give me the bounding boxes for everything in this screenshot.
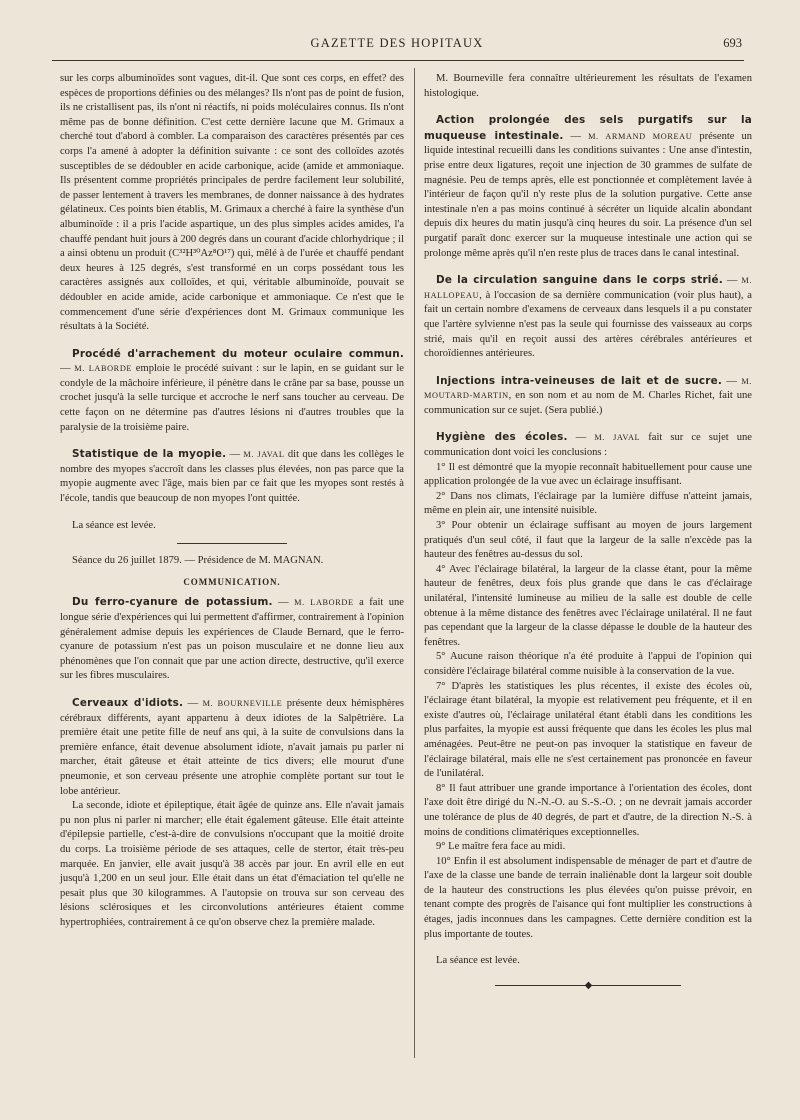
author-name: M. LABORDE	[294, 598, 354, 608]
article-idiots-continued: La seconde, idiote et épileptique, était âgée de quinze ans. Elle n'avait jamais pu non plus ni parler ni marcher; elle était également gâteuse. Elle était atteinte d'épilepsie partielle, c'est-à-dire de convulsions n'occupant que la moitié droite du corps. La troisième période de ses attaques, celle de stertor, était très-peu marquée. En janvier, elle avait jusqu'à 38 accès par jour. En avril elle en eut jusqu'à 1,200 en un seul jour. Elle était dans un état d'émaciation tel qu'elle ne pesait plus que 30 kilogrammes. A l'autopsie on trouva sur son cerveau des lésions sclérosiques et les circonvolutions antérieures étaient comme hypertrophiées, contrairement à ce qu'on observe chez la première malade.	[60, 800, 404, 928]
article-text: emploie le procédé suivant : sur le lapin, en se guidant sur le condyle de la mâchoire inférieure, il pénètre dans le crâne par sa base, pousse un crochet jusqu'à la selle turcique et accroche le nerf sans toucher au cerveau. De cette façon on ne détermine pas d'autres lésions ni d'autres troubles que la paralysie de la troisième paire.	[60, 363, 404, 433]
article-text: a fait une longue série d'expériences qui lui permettent d'affirmer, contrairement à l'opinion généralement admise depuis les expériences de Claude Bernard, que le ferro-cyanure de potassium n'est pas un poison musculaire et ne donne lieu aux phénomènes que l'on connait que par une action directe, destructive, qu'il exerce sur les fibres musculaires.	[60, 597, 404, 682]
author-name: M. MOUTARD-MARTIN	[424, 376, 752, 401]
conclusion-item: 5° Aucune raison théorique n'a été produite à l'appui de l'opinion qui considère l'éclairage bilatéral comme nuisible à la conservation de la vue.	[424, 651, 752, 677]
article-heading: Procédé d'arrachement du moteur oculaire commun.	[72, 347, 404, 360]
author-name: M. JAVAL	[243, 450, 285, 460]
column-divider	[414, 68, 415, 1058]
article-heading: Hygiène des écoles.	[436, 431, 568, 444]
conclusion-item: 7° D'après les statistiques les plus récentes, il existe des écoles où, l'éclairage étant bilatéral, la myopie est relativement peu fréquente, et il en existe d'autres où, l'éclairage unilatéral étant établi dans les conditions les plus parfaites, la myopie est aussi fréquente que dans les écoles les plus mal aménagées. Peut-être ne peut-on pas invoquer la statistique en faveur de l'éclairage bilatéral, mais elle ne s'est certainement pas prononcée en faveur de l'unilatéral.	[424, 680, 752, 780]
article-text: , en son nom et au nom de M. Charles Richet, fait une communication sur ce sujet. (Sera publié.)	[424, 390, 752, 416]
left-column	[60, 72, 404, 930]
article-heading: De la circulation sanguine dans le corps strié.	[436, 274, 723, 287]
conclusion-item: 10° Enfin il est absolument indispensable de ménager de part et d'autre de l'axe de la classe une bande de terrain inaliénable dont la largeur soit double de la hauteur des constructions les plus élevées qu'on puisse prévoir, en tenant compte des progrès de l'aisance qui font multiplier les constructions à étages, jadis inconnues dans les campagnes. Cette dernière condition est la plus importante de toutes.	[424, 855, 752, 940]
author-name: M. HALLOPEAU	[424, 276, 752, 300]
page-header	[52, 36, 742, 58]
communication-heading: COMMUNICATION.	[183, 576, 281, 587]
paragraph-grimaux: sur les corps albuminoïdes sont vagues, dit-il. Que sont ces corps, en effet? des espèces de proportions définies ou des mélanges? Ils n'ont pas de point de fusion, ils ne cristallisent pas, ils n'ont ni réactifs, ni poids moléculaires connus. Ils n'ont même pas de bonne définition. C'est cette dernière lacune que M. Grimaux a cherché tout d'abord à combler. La comparaison des caractères présentés par ces corps l'a amené à adopter la définition suivante : ce sont des colloïdes azotés susceptibles de se dédoubler en acide carbonique, acide (amide et ammoniaque. Ils présentent comme propriétés principales de perdre facilement leur solubilité, de passer lentement à travers les membranes, de donner naissance à des hydrates gélatineux. Ces points bien établis, M. Grimaux a cherché à faire la synthèse d'un albuminoïde : il a pris l'acide aspartique, un des plus simples acides amides, l'a chauffé pendant huit jours à 200 degrés dans un courant d'acide chlorhydrique ; il a ainsi obtenu un produit (C³²H³⁰Az⁸O¹⁷) qui, mêlé à de l'urée et chauffé pendant deux heures à 125 degrés, s'est transformé en un corps possédant tous les caractères assignés aux colloïdes, et qui, véritable albuminoïde, pouvait se dédoubler en acide amide, acide carbonique et ammoniaque. Ce n'est que le commencement d'une série d'expériences dont M. Grimaux communique les résultats à la Société.	[60, 73, 404, 333]
article-heading: Cerveaux d'idiots.	[72, 696, 184, 709]
article-injections: Injections intra-veineuses de lait et de sucre. — M. MOUTARD-MARTIN, en son nom et au nom de M. Charles Richet, fait une communication sur ce sujet. (Sera publié.)	[424, 374, 752, 416]
conclusion-item: 2° Dans nos climats, l'éclairage par la lumière diffuse n'atteint jamais, même en plein air, une intensité nuisible.	[424, 490, 752, 517]
article-myopie: Statistique de la myopie. — M. JAVAL dit que dans les collèges le nombre des myopes s'accroît dans les classes plus élevées, non pas parce que la myopie augmente avec l'âge, mais bien par ce fait que les myopes sont restés à l'école, tandis que beaucoup de non myopes l'ont quittée.	[60, 448, 404, 505]
conclusion-item: 3° Pour obtenir un éclairage suffisant au moyen de jours largement pratiqués d'un seul côté, il faut que la largeur de la salle n'excède pas la hauteur des fenêtres au-dessus du sol.	[424, 520, 752, 561]
journal-title: GAZETTE DES HOPITAUX	[310, 36, 484, 50]
article-circulation: De la circulation sanguine dans le corps strié. — M. HALLOPEAU, à l'occasion de sa dernière communication (voir plus haut), a fait un certain nombre d'examens de cerveaux dans lesquels il a pu constater que l'artère sylvienne n'est pas la seule qui fournisse des vaisseaux au corps strié, mais qu'il en reçoit aussi des artères cérébrales antérieures et choroïdiennes antérieures.	[424, 274, 752, 360]
conclusion-item: 9° Le maître fera face au midi.	[436, 841, 566, 853]
paragraph-bourneville: M. Bourneville fera connaître ultérieurement les résultats de l'examen histologique.	[424, 73, 752, 99]
article-text: dit que dans les collèges le nombre des myopes s'accroît dans les classes plus élevées, non pas parce que la myopie augmente avec l'âge, mais bien par ce fait que les myopes sont restés à l'école, tandis que beaucoup de non myopes l'ont quittée.	[60, 449, 404, 505]
closing-line: La séance est levée.	[436, 955, 520, 967]
article-ferrocyanure: Du ferro-cyanure de potassium. — M. LABORDE a fait une longue série d'expériences qui lui permettent d'affirmer, contrairement à l'opinion généralement admise depuis les expériences de Claude Bernard, que le ferro-cyanure de potassium n'est pas un poison musculaire et ne donne lieu aux phénomènes que l'on connait que par une action directe, destructive, qu'il exerce sur les fibres musculaires.	[60, 596, 404, 682]
author-name: M. JAVAL	[594, 433, 641, 443]
article-text: présente un liquide intestinal recueilli dans les conditions suivantes : Une anse d'intestin, prise entre deux ligatures, reçoit une injection de 30 grammes de sulfate de magnésie. Peu de temps après, elle est ponctionnée et complètement lavée à l'intérieur de façon qu'il n'y reste plus de la solution purgative. Cette anse intestinale n'en a pas moins continué à sécréter un liquide alcalin abondant depuis dix heures du matin jusqu'à cinq heures du soir. La présence d'un sel purgatif paraît donc exercer sur la muqueuse intestinale une action qui se prolonge même après qu'il n'en reste plus de traces dans le canal intestinal.	[424, 130, 752, 259]
header-rule	[52, 60, 744, 61]
author-name: M. BOURNEVILLE	[202, 698, 283, 708]
article-heading: Statistique de la myopie.	[72, 448, 227, 461]
author-name: M. ARMAND MOREAU	[588, 131, 693, 141]
article-text: présente deux hémisphères cérébraux différents, ayant appartenu à deux idiotes de la Salpêtrière. La première était une petite fille de neuf ans qui, à la suite de convulsions dans la première enfance, était devenue absolument idiote, n'avait jamais pu parler ni marcher, était gâteuse et était atteinte de tics divers; elle mourut d'une pneumonie, et son cerveau présente une atrophie complète portant sur tout le lobe antérieur.	[60, 697, 404, 797]
article-heading: Du ferro-cyanure de potassium.	[72, 596, 273, 609]
article-text: fait sur ce sujet une communication dont voici les conclusions :	[424, 432, 752, 459]
right-column	[424, 72, 752, 993]
article-sels-purgatifs: Action prolongée des sels purgatifs sur la muqueuse intestinale. — M. ARMAND MOREAU présente un liquide intestinal recueilli dans les conditions suivantes : Une anse d'intestin, prise entre deux ligatures, reçoit une injection de 30 grammes de sulfate de magnésie. Peu de temps après, elle est ponctionnée et complètement lavée à l'intérieur de façon qu'il n'y reste plus de la solution purgative. Cette anse intestinale n'en a pas moins continué à sécréter un liquide alcalin abondant depuis dix heures du matin jusqu'à cinq heures du soir. La présence d'un sel purgatif paraît donc exercer sur la muqueuse intestinale une action qui se prolonge même après qu'il n'en reste plus de traces dans le canal intestinal.	[424, 114, 752, 259]
article-text: , à l'occasion de sa dernière communication (voir plus haut), a fait un certain nombre d'examens de cerveaux dans lesquels il a pu constater que l'artère sylvienne n'est pas la seule qui fournisse des vaisseaux au corps strié, mais qu'il en reçoit aussi des artères cérébrales antérieures et choroïdiennes antérieures.	[424, 289, 752, 360]
article-hygiene: Hygiène des écoles. — M. JAVAL fait sur ce sujet une communication dont voici les conclusions :	[424, 431, 752, 459]
article-heading: Action prolongée des sels purgatifs sur la muqueuse intestinale.	[424, 114, 752, 142]
end-ornament	[424, 979, 752, 994]
conclusion-item: 1° Il est démontré que la myopie reconnaît habituellement pour cause une application prolongée de la vue avec un éclairage insuffisant.	[424, 461, 752, 488]
author-name: M. LABORDE	[74, 364, 133, 374]
section-rule	[177, 543, 287, 544]
seance-line: Séance du 26 juillet 1879. — Présidence de M. MAGNAN.	[72, 555, 324, 567]
page-number: 693	[723, 36, 742, 50]
conclusion-item: 4° Avec l'éclairage bilatéral, la largeur de la classe étant, pour la même hauteur de fenêtres, deux fois plus grande que dans le cas d'éclairage unilatéral, l'intensité lumineuse au milieu de la salle est double de celle obtenue à la même distance des fenêtres avec l'éclairage unilatéral. Il ne faut pas cependant que la largeur de la classe dépasse le double de la hauteur des fenêtres.	[424, 563, 752, 648]
diamond-icon: ◆	[584, 979, 592, 991]
article-idiots: Cerveaux d'idiots. — M. BOURNEVILLE présente deux hémisphères cérébraux différents, ayant appartenu à deux idiotes de la Salpêtrière. La première était une petite fille de neuf ans qui, à la suite de convulsions dans la première enfance, était devenue absolument idiote, n'avait jamais pu parler ni marcher, était gâteuse et était atteinte de tics divers; elle mourut d'une pneumonie, et son cerveau présente une atrophie complète portant sur tout le lobe antérieur.	[60, 696, 404, 797]
closing-line: La séance est levée.	[72, 519, 156, 531]
conclusion-item: 8° Il faut attribuer une grande importance à l'orientation des écoles, dont l'axe doit être dirigé du N.-N.-O. au S.-S.-O. ; on ne devrait jamais accorder une tolérance de plus de 40 degrés, de part et d'autre, de la direction N.-S. à moins de conditions climatériques exceptionnelles.	[424, 782, 752, 838]
article-arrachement: Procédé d'arrachement du moteur oculaire commun. — M. LABORDE emploie le procédé suivant : sur le lapin, en se guidant sur le condyle de la mâchoire inférieure, il pénètre dans le crâne par sa base, pousse un crochet jusqu'à la selle turcique et accroche le nerf sans toucher au cerveau. De cette façon on ne détermine pas d'autres lésions ni d'autres troubles que la paralysie de la troisième paire.	[60, 347, 404, 433]
article-heading: Injections intra-veineuses de lait et de sucre.	[436, 374, 722, 387]
